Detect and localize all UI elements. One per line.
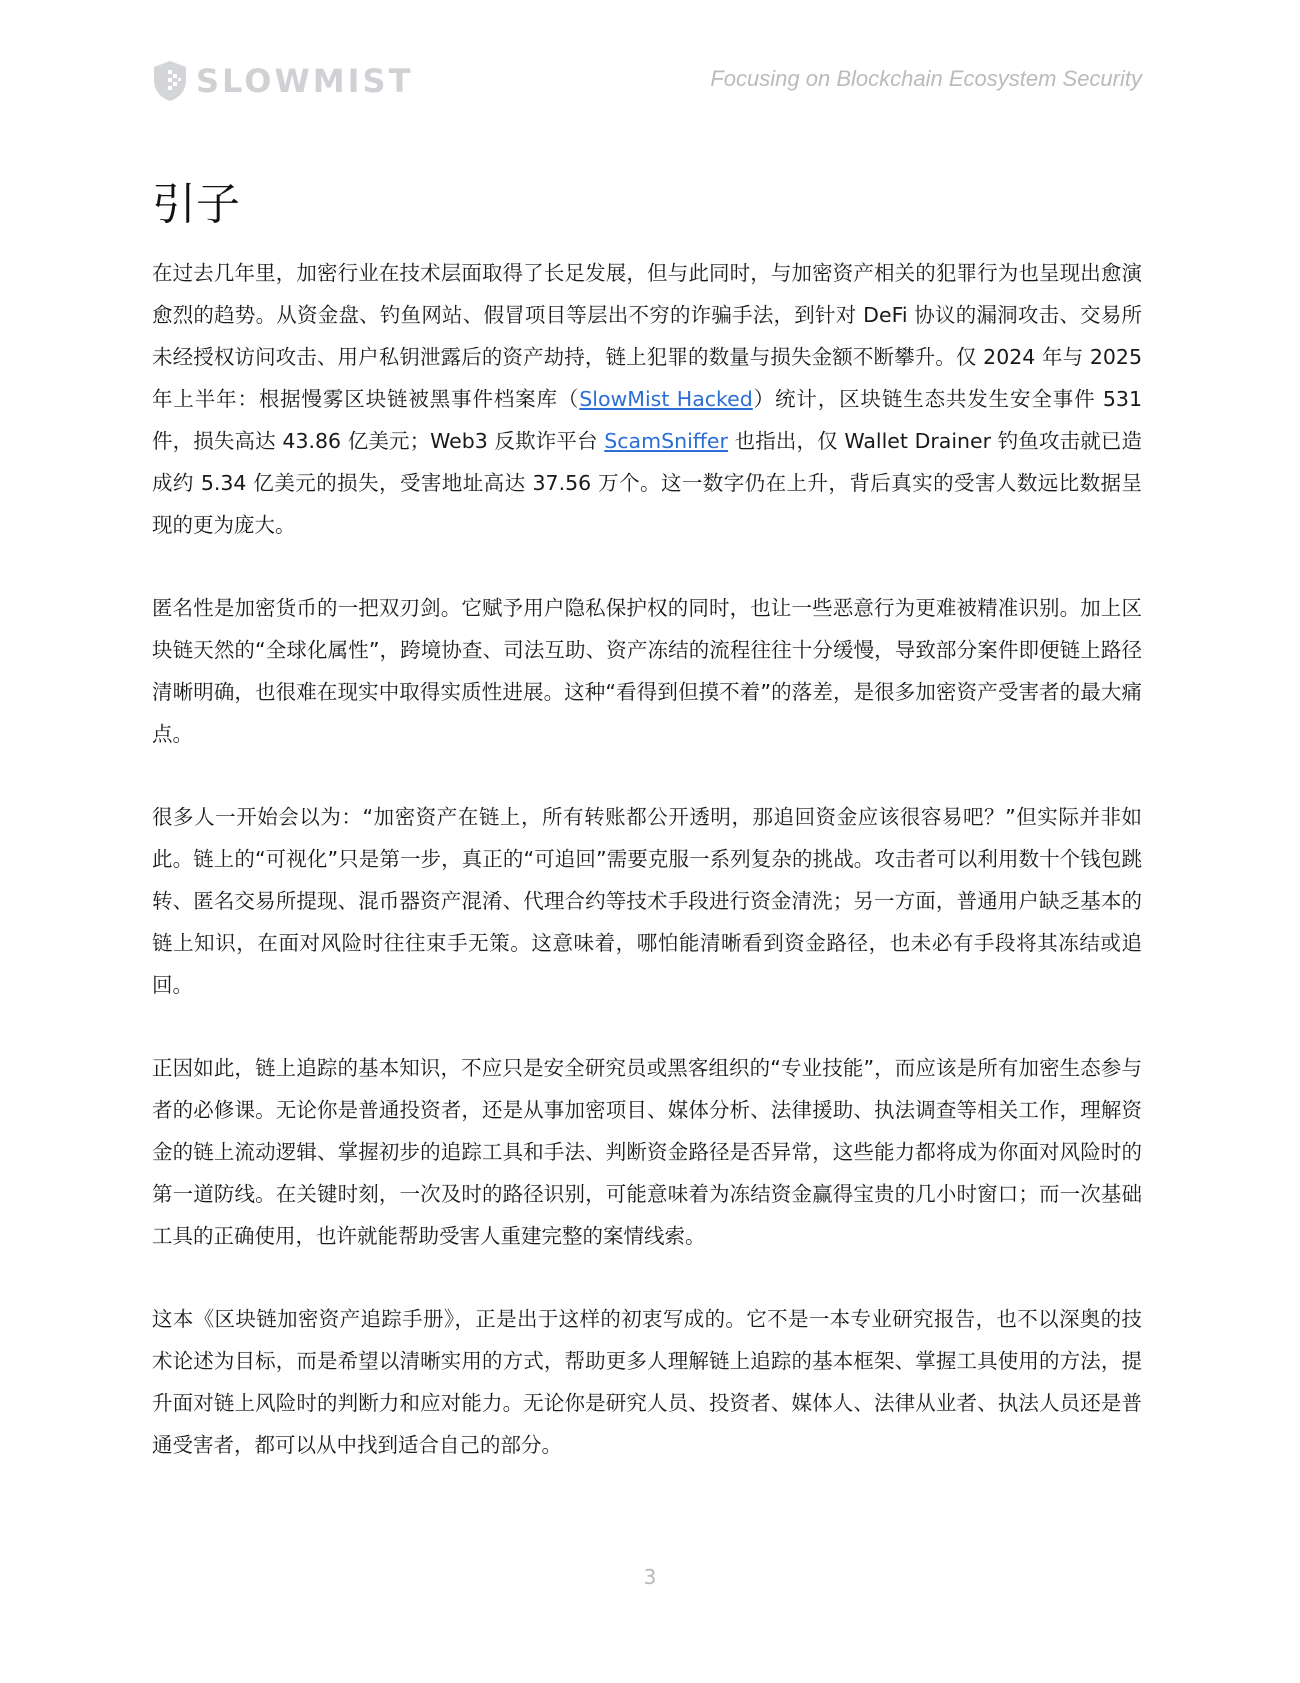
slowmist-logo <box>152 58 413 104</box>
paragraph-text: ）统计，区块链生态共发生安全事件 531 件，损失高达 43.86 亿美元；Web3 反欺诈平台 <box>152 387 1142 453</box>
paragraph <box>152 1047 1142 1257</box>
page-title: 引子 <box>152 179 240 230</box>
inline-link[interactable]: SlowMist Hacked <box>579 387 753 411</box>
shield-icon <box>152 60 188 102</box>
paragraph-text: 在过去几年里，加密行业在技术层面取得了长足发展，但与此同时，与加密资产相关的犯罪行为也呈现出愈演愈烈的趋势。从资金盘、钓鱼网站、假冒项目等层出不穷的诈骗手法，到针对 DeFi 协议的漏洞攻击、交易所未经授权访问攻击、用户私钥泄露后的资产劫持，链上犯罪的数量与损失金额不断攀升。仅 2024 年与 2025 年上半年：根据慢雾区块链被黑事件档案库（ <box>152 261 1142 411</box>
inline-link[interactable]: ScamSniffer <box>604 429 728 453</box>
page-header <box>152 58 1142 108</box>
paragraph <box>152 252 1142 546</box>
paragraph-text: 也指出，仅 Wallet Drainer 钓鱼攻击就已造成约 5.34 亿美元的损失，受害地址高达 37.56 万个。这一数字仍在上升，背后真实的受害人数远比数据呈现的更为庞大。 <box>152 429 1142 537</box>
logo-text: SLOWMIST <box>196 62 414 100</box>
body-content <box>152 252 1142 1507</box>
paragraph-text: 正因如此，链上追踪的基本知识，不应只是安全研究员或黑客组织的“专业技能”，而应该是所有加密生态参与者的必修课。无论你是普通投资者，还是从事加密项目、媒体分析、法律援助、执法调查等相关工作，理解资金的链上流动逻辑、掌握初步的追踪工具和手法、判断资金路径是否异常，这些能力都将成为你面对风险时的第一道防线。在关键时刻，一次及时的路径识别，可能意味着为冻结资金赢得宝贵的几小时窗口；而一次基础工具的正确使用，也许就能帮助受害人重建完整的案情线索。 <box>152 1056 1142 1248</box>
paragraph <box>152 1298 1142 1466</box>
paragraph <box>152 796 1142 1006</box>
paragraph-text: 这本《区块链加密资产追踪手册》，正是出于这样的初衷写成的。它不是一本专业研究报告，也不以深奥的技术论述为目标，而是希望以清晰实用的方式，帮助更多人理解链上追踪的基本框架、掌握工具使用的方法，提升面对链上风险时的判断力和应对能力。无论你是研究人员、投资者、媒体人、法律从业者、执法人员还是普通受害者，都可以从中找到适合自己的部分。 <box>152 1307 1142 1457</box>
paragraph-text: 匿名性是加密货币的一把双刃剑。它赋予用户隐私保护权的同时，也让一些恶意行为更难被精准识别。加上区块链天然的“全球化属性”，跨境协查、司法互助、资产冻结的流程往往十分缓慢，导致部分案件即便链上路径清晰明确，也很难在现实中取得实质性进展。这种“看得到但摸不着”的落差，是很多加密资产受害者的最大痛点。 <box>152 596 1142 746</box>
page-number: 3 <box>643 1565 657 1589</box>
paragraph <box>152 587 1142 755</box>
paragraph-text: 很多人一开始会以为：“加密资产在链上，所有转账都公开透明，那追回资金应该很容易吧？”但实际并非如此。链上的“可视化”只是第一步，真正的“可追回”需要克服一系列复杂的挑战。攻击者可以利用数十个钱包跳转、匿名交易所提现、混币器资产混淆、代理合约等技术手段进行资金清洗；另一方面，普通用户缺乏基本的链上知识，在面对风险时往往束手无策。这意味着，哪怕能清晰看到资金路径，也未必有手段将其冻结或追回。 <box>152 805 1142 997</box>
header-tagline: Focusing on Blockchain Ecosystem Security <box>710 66 1142 91</box>
